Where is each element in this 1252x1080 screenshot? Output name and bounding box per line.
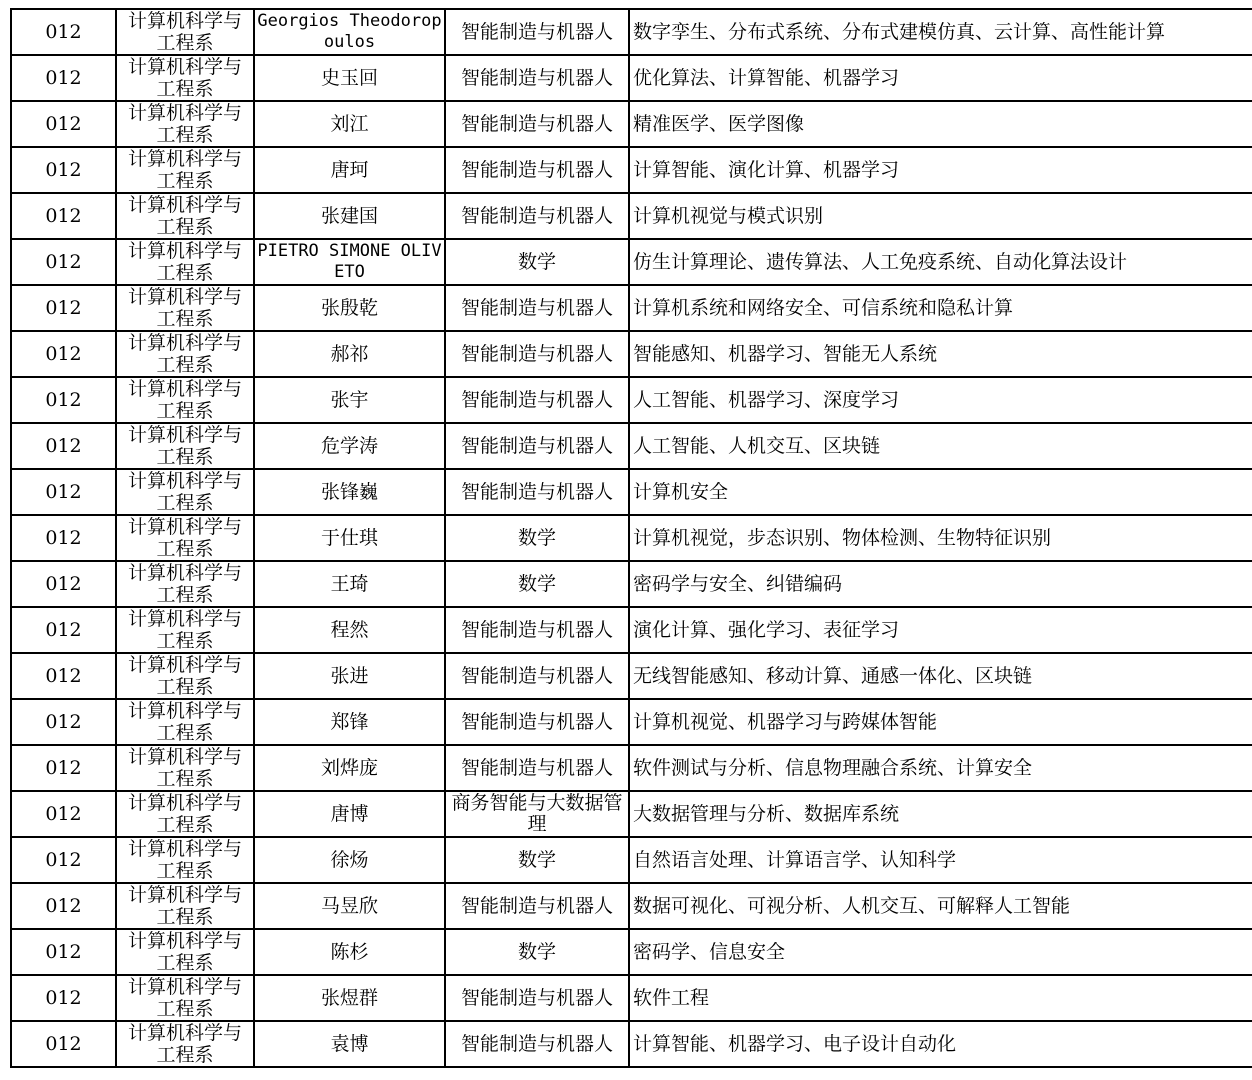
research-area-cell	[629, 699, 1252, 745]
table-body	[11, 9, 1252, 1067]
major-cell	[445, 699, 629, 745]
program-code-text: 012	[45, 987, 82, 1009]
department-text: 计算机科学与工程系	[127, 240, 242, 284]
research-area-cell	[629, 791, 1252, 837]
supervisor-name-cell	[254, 837, 445, 883]
department-text: 计算机科学与工程系	[127, 562, 242, 606]
department-text: 计算机科学与工程系	[127, 838, 242, 882]
supervisor-name-text: 马昱欣	[320, 895, 378, 917]
table-row	[11, 607, 1252, 653]
program-code-text: 012	[45, 573, 82, 595]
research-area-text: 计算机视觉、机器学习与跨媒体智能	[633, 711, 938, 733]
program-code-cell	[11, 469, 116, 515]
major-cell	[445, 975, 629, 1021]
program-code-cell	[11, 561, 116, 607]
major-text: 智能制造与机器人	[460, 481, 613, 503]
supervisor-name-text: 袁博	[330, 1033, 369, 1055]
table-row	[11, 515, 1252, 561]
supervisor-name-cell	[254, 515, 445, 561]
department-cell	[116, 975, 254, 1021]
supervisor-name-text: 史玉回	[320, 67, 378, 89]
program-code-cell	[11, 975, 116, 1021]
supervisor-name-text: 张煜群	[320, 987, 378, 1009]
major-cell	[445, 423, 629, 469]
research-area-text: 软件测试与分析、信息物理融合系统、计算安全	[633, 757, 1033, 779]
major-text: 智能制造与机器人	[460, 895, 613, 917]
research-area-text: 优化算法、计算智能、机器学习	[633, 67, 900, 89]
table-row	[11, 653, 1252, 699]
research-area-text: 人工智能、机器学习、深度学习	[633, 389, 900, 411]
department-cell	[116, 699, 254, 745]
table-row	[11, 975, 1252, 1021]
major-cell	[445, 837, 629, 883]
supervisor-name-text: 郑锋	[330, 711, 369, 733]
department-text: 计算机科学与工程系	[127, 378, 242, 422]
program-code-text: 012	[45, 803, 82, 825]
supervisor-name-cell	[254, 101, 445, 147]
research-area-cell	[629, 285, 1252, 331]
research-area-text: 自然语言处理、计算语言学、认知科学	[633, 849, 957, 871]
supervisor-name-cell	[254, 193, 445, 239]
program-code-text: 012	[45, 849, 82, 871]
supervisor-name-cell	[254, 929, 445, 975]
table-row	[11, 101, 1252, 147]
program-code-text: 012	[45, 757, 82, 779]
research-area-text: 演化计算、强化学习、表征学习	[633, 619, 900, 641]
department-cell	[116, 745, 254, 791]
research-area-cell	[629, 837, 1252, 883]
supervisor-name-text: 王琦	[330, 573, 369, 595]
supervisor-name-cell	[254, 469, 445, 515]
supervisor-name-cell	[254, 699, 445, 745]
research-area-cell	[629, 331, 1252, 377]
department-cell	[116, 929, 254, 975]
supervisor-name-text: 刘烨庞	[320, 757, 378, 779]
research-area-cell	[629, 9, 1252, 55]
research-area-cell	[629, 745, 1252, 791]
department-text: 计算机科学与工程系	[127, 700, 242, 744]
program-code-text: 012	[45, 481, 82, 503]
program-code-cell	[11, 791, 116, 837]
program-code-text: 012	[45, 527, 82, 549]
major-text: 智能制造与机器人	[460, 113, 613, 135]
major-text: 智能制造与机器人	[460, 711, 613, 733]
major-cell	[445, 101, 629, 147]
department-cell	[116, 331, 254, 377]
research-area-text: 大数据管理与分析、数据库系统	[633, 803, 900, 825]
program-code-text: 012	[45, 205, 82, 227]
supervisor-name-cell	[254, 55, 445, 101]
research-area-cell	[629, 193, 1252, 239]
program-code-text: 012	[45, 389, 82, 411]
major-text: 智能制造与机器人	[460, 1033, 613, 1055]
table-row	[11, 837, 1252, 883]
table-row	[11, 331, 1252, 377]
program-code-cell	[11, 607, 116, 653]
supervisor-name-cell	[254, 423, 445, 469]
research-area-text: 数字孪生、分布式系统、分布式建模仿真、云计算、高性能计算	[633, 21, 1166, 43]
major-text: 数学	[517, 941, 556, 963]
table-row	[11, 377, 1252, 423]
supervisor-name-cell	[254, 377, 445, 423]
supervisor-name-text: 危学涛	[320, 435, 378, 457]
supervisor-name-text: PIETRO SIMONE OLIVETO	[257, 241, 442, 282]
department-cell	[116, 561, 254, 607]
major-cell	[445, 929, 629, 975]
department-text: 计算机科学与工程系	[127, 332, 242, 376]
supervisor-name-text: 张宇	[330, 389, 369, 411]
supervisor-name-text: 张殷乾	[320, 297, 378, 319]
department-text: 计算机科学与工程系	[127, 10, 242, 54]
research-area-cell	[629, 607, 1252, 653]
table-row	[11, 745, 1252, 791]
research-area-cell	[629, 101, 1252, 147]
major-cell	[445, 791, 629, 837]
major-cell	[445, 653, 629, 699]
major-cell	[445, 515, 629, 561]
supervisor-name-cell	[254, 745, 445, 791]
program-code-cell	[11, 699, 116, 745]
supervisor-name-cell	[254, 285, 445, 331]
major-text: 智能制造与机器人	[460, 67, 613, 89]
supervisor-name-cell	[254, 975, 445, 1021]
supervisor-name-text: 郝祁	[330, 343, 369, 365]
research-area-cell	[629, 423, 1252, 469]
department-text: 计算机科学与工程系	[127, 608, 242, 652]
research-area-text: 软件工程	[633, 987, 710, 1009]
major-cell	[445, 147, 629, 193]
major-cell	[445, 55, 629, 101]
table-row	[11, 55, 1252, 101]
major-text: 智能制造与机器人	[460, 987, 613, 1009]
supervisor-name-cell	[254, 239, 445, 285]
major-text: 智能制造与机器人	[460, 297, 613, 319]
table-row	[11, 239, 1252, 285]
major-cell	[445, 239, 629, 285]
department-text: 计算机科学与工程系	[127, 654, 242, 698]
department-cell	[116, 1021, 254, 1067]
department-text: 计算机科学与工程系	[127, 470, 242, 514]
program-code-cell	[11, 1021, 116, 1067]
research-area-cell	[629, 1021, 1252, 1067]
department-cell	[116, 55, 254, 101]
major-cell	[445, 331, 629, 377]
major-text: 智能制造与机器人	[460, 757, 613, 779]
department-text: 计算机科学与工程系	[127, 194, 242, 238]
program-code-text: 012	[45, 343, 82, 365]
research-area-cell	[629, 561, 1252, 607]
program-code-cell	[11, 883, 116, 929]
program-code-cell	[11, 515, 116, 561]
research-area-cell	[629, 147, 1252, 193]
research-area-cell	[629, 377, 1252, 423]
table-row	[11, 561, 1252, 607]
research-area-text: 计算机安全	[633, 481, 729, 503]
table-row	[11, 883, 1252, 929]
department-cell	[116, 653, 254, 699]
department-cell	[116, 377, 254, 423]
table-row	[11, 699, 1252, 745]
department-cell	[116, 791, 254, 837]
supervisor-name-text: 徐炀	[330, 849, 369, 871]
department-text: 计算机科学与工程系	[127, 1022, 242, 1066]
program-code-text: 012	[45, 113, 82, 135]
major-text: 智能制造与机器人	[460, 343, 613, 365]
department-cell	[116, 837, 254, 883]
supervisor-name-text: Georgios Theodoropoulos	[257, 11, 442, 52]
department-cell	[116, 285, 254, 331]
supervisor-name-text: 张锋巍	[320, 481, 378, 503]
supervisor-table	[10, 8, 1252, 1068]
program-code-text: 012	[45, 941, 82, 963]
program-code-cell	[11, 423, 116, 469]
department-cell	[116, 239, 254, 285]
supervisor-name-cell	[254, 791, 445, 837]
major-text: 智能制造与机器人	[460, 159, 613, 181]
major-cell	[445, 469, 629, 515]
supervisor-name-text: 刘江	[330, 113, 369, 135]
program-code-cell	[11, 837, 116, 883]
major-cell	[445, 193, 629, 239]
program-code-cell	[11, 55, 116, 101]
program-code-cell	[11, 929, 116, 975]
research-area-text: 无线智能感知、移动计算、通感一体化、区块链	[633, 665, 1033, 687]
department-text: 计算机科学与工程系	[127, 56, 242, 100]
program-code-text: 012	[45, 895, 82, 917]
research-area-cell	[629, 653, 1252, 699]
department-text: 计算机科学与工程系	[127, 746, 242, 790]
program-code-text: 012	[45, 21, 82, 43]
research-area-text: 计算机系统和网络安全、可信系统和隐私计算	[633, 297, 1014, 319]
research-area-text: 精准医学、医学图像	[633, 113, 805, 135]
major-text: 智能制造与机器人	[460, 389, 613, 411]
table-row	[11, 9, 1252, 55]
department-cell	[116, 101, 254, 147]
research-area-text: 计算机视觉与模式识别	[633, 205, 824, 227]
supervisor-name-cell	[254, 1021, 445, 1067]
research-area-text: 智能感知、机器学习、智能无人系统	[633, 343, 938, 365]
research-area-text: 密码学、信息安全	[633, 941, 786, 963]
department-cell	[116, 515, 254, 561]
major-cell	[445, 9, 629, 55]
major-text: 数学	[517, 849, 556, 871]
table-row	[11, 929, 1252, 975]
program-code-text: 012	[45, 435, 82, 457]
department-cell	[116, 193, 254, 239]
research-area-text: 计算机视觉，步态识别、物体检测、生物特征识别	[633, 527, 1052, 549]
major-text: 智能制造与机器人	[460, 205, 613, 227]
research-area-cell	[629, 469, 1252, 515]
program-code-text: 012	[45, 251, 82, 273]
program-code-text: 012	[45, 665, 82, 687]
major-cell	[445, 1021, 629, 1067]
department-cell	[116, 883, 254, 929]
table-row	[11, 147, 1252, 193]
major-text: 数学	[517, 573, 556, 595]
supervisor-name-text: 唐珂	[330, 159, 369, 181]
major-text: 数学	[517, 527, 556, 549]
major-cell	[445, 377, 629, 423]
table-row	[11, 1021, 1252, 1067]
department-cell	[116, 469, 254, 515]
supervisor-name-cell	[254, 653, 445, 699]
program-code-cell	[11, 193, 116, 239]
department-text: 计算机科学与工程系	[127, 148, 242, 192]
program-code-cell	[11, 147, 116, 193]
department-text: 计算机科学与工程系	[127, 424, 242, 468]
supervisor-name-cell	[254, 147, 445, 193]
major-text: 智能制造与机器人	[460, 435, 613, 457]
research-area-cell	[629, 975, 1252, 1021]
major-text: 智能制造与机器人	[460, 21, 613, 43]
research-area-text: 密码学与安全、纠错编码	[633, 573, 843, 595]
research-area-cell	[629, 515, 1252, 561]
supervisor-name-text: 张建国	[320, 205, 378, 227]
major-text: 商务智能与大数据管理	[451, 793, 623, 835]
major-text: 智能制造与机器人	[460, 619, 613, 641]
supervisor-name-cell	[254, 561, 445, 607]
program-code-cell	[11, 331, 116, 377]
research-area-cell	[629, 929, 1252, 975]
program-code-cell	[11, 9, 116, 55]
department-text: 计算机科学与工程系	[127, 930, 242, 974]
major-cell	[445, 883, 629, 929]
department-text: 计算机科学与工程系	[127, 884, 242, 928]
supervisor-name-cell	[254, 331, 445, 377]
supervisor-name-text: 陈杉	[330, 941, 369, 963]
research-area-text: 计算智能、演化计算、机器学习	[633, 159, 900, 181]
program-code-text: 012	[45, 1033, 82, 1055]
supervisor-name-cell	[254, 883, 445, 929]
supervisor-name-text: 唐博	[330, 803, 369, 825]
supervisor-name-text: 张进	[330, 665, 369, 687]
research-area-text: 人工智能、人机交互、区块链	[633, 435, 881, 457]
program-code-cell	[11, 239, 116, 285]
major-cell	[445, 285, 629, 331]
program-code-text: 012	[45, 297, 82, 319]
program-code-cell	[11, 653, 116, 699]
program-code-text: 012	[45, 159, 82, 181]
research-area-cell	[629, 883, 1252, 929]
department-cell	[116, 147, 254, 193]
department-text: 计算机科学与工程系	[127, 792, 242, 836]
table-row	[11, 469, 1252, 515]
research-area-text: 计算智能、机器学习、电子设计自动化	[633, 1033, 957, 1055]
supervisor-name-cell	[254, 607, 445, 653]
department-cell	[116, 607, 254, 653]
department-text: 计算机科学与工程系	[127, 102, 242, 146]
table-row	[11, 193, 1252, 239]
department-text: 计算机科学与工程系	[127, 286, 242, 330]
table-row	[11, 285, 1252, 331]
department-cell	[116, 9, 254, 55]
table-row	[11, 791, 1252, 837]
major-text: 数学	[517, 251, 556, 273]
program-code-text: 012	[45, 711, 82, 733]
table-row	[11, 423, 1252, 469]
major-cell	[445, 745, 629, 791]
research-area-cell	[629, 55, 1252, 101]
department-cell	[116, 423, 254, 469]
program-code-cell	[11, 745, 116, 791]
research-area-text: 数据可视化、可视分析、人机交互、可解释人工智能	[633, 895, 1071, 917]
program-code-cell	[11, 285, 116, 331]
major-cell	[445, 561, 629, 607]
program-code-cell	[11, 377, 116, 423]
program-code-cell	[11, 101, 116, 147]
research-area-cell	[629, 239, 1252, 285]
department-text: 计算机科学与工程系	[127, 976, 242, 1020]
program-code-text: 012	[45, 67, 82, 89]
supervisor-name-cell	[254, 9, 445, 55]
department-text: 计算机科学与工程系	[127, 516, 242, 560]
research-area-text: 仿生计算理论、遗传算法、人工免疫系统、自动化算法设计	[633, 251, 1128, 273]
supervisor-name-text: 于仕琪	[320, 527, 378, 549]
supervisor-name-text: 程然	[330, 619, 369, 641]
major-cell	[445, 607, 629, 653]
program-code-text: 012	[45, 619, 82, 641]
major-text: 智能制造与机器人	[460, 665, 613, 687]
